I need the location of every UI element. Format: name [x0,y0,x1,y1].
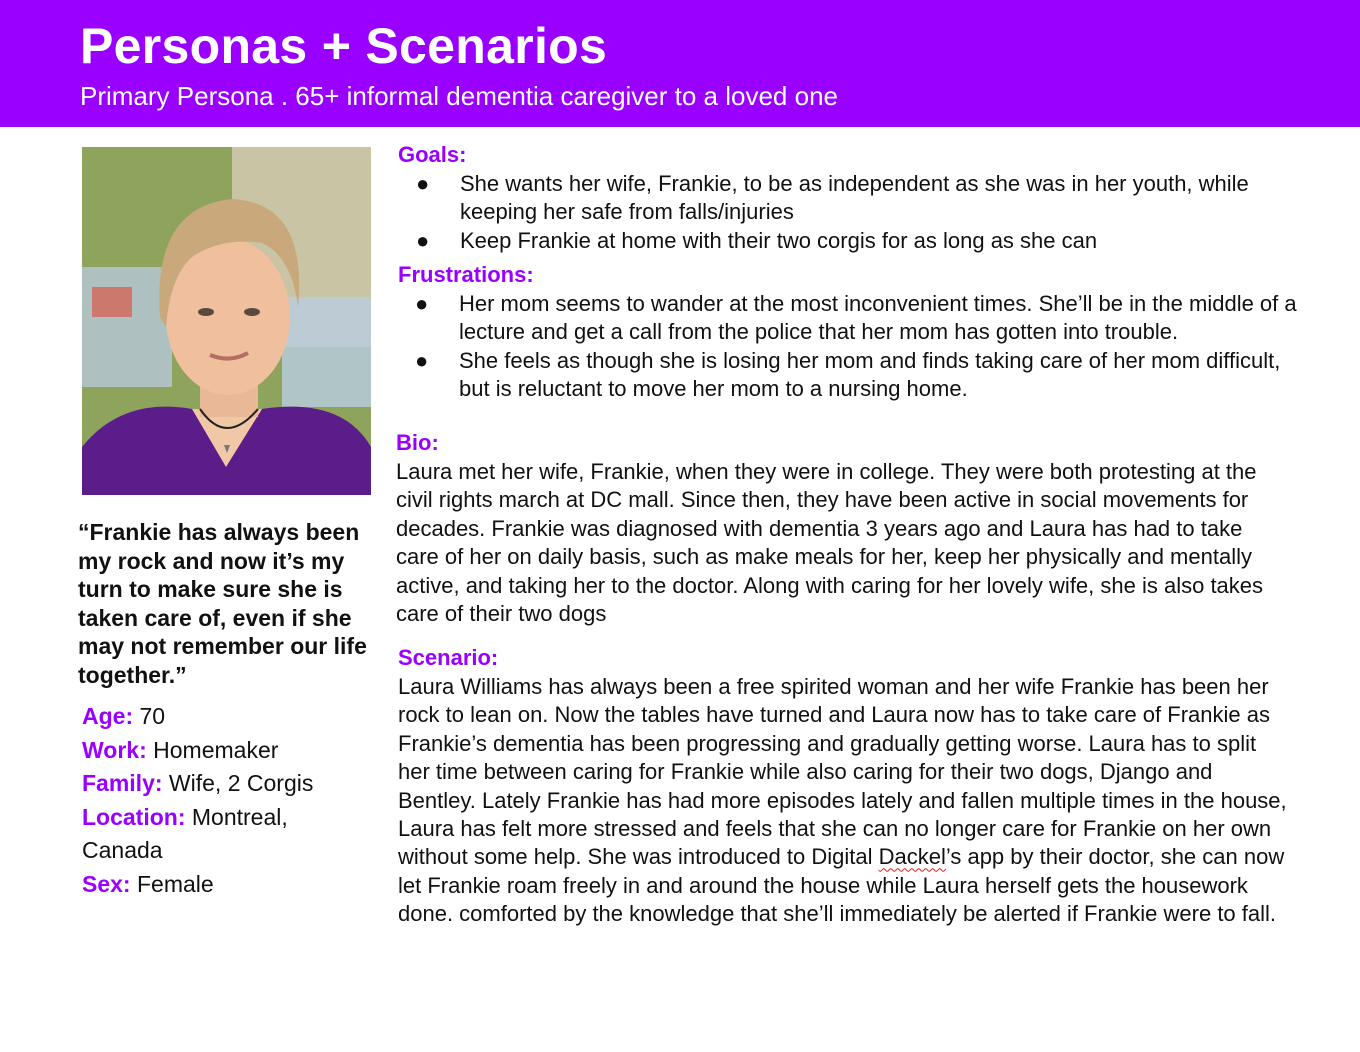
list-item [398,170,1298,227]
spellcheck-flagged-word: Dackel [878,844,946,870]
bio-heading: Bio: [396,430,439,455]
fact-label: Location: [82,803,186,830]
scenario-text-part: Laura Williams has always been a free spirited woman and her wife Frankie has been her rock to lean on. Now the tables have turned and Laura now has to take care of Frankie as Frankie’s dementia has been progressing and gradually getting worse. Laura has to split her time between caring for Frankie while also caring for their two dogs, Django and Bentley. Lately Frankie has had more episodes lately and fallen multiple times in the house, Laura has felt more stressed and feels that she can no longer care for Frankie on her own without some help. She was introduced to Digital [398,674,1287,870]
fact-value: Homemaker [146,736,279,763]
persona-facts [82,700,372,902]
list-item [397,347,1297,404]
goals-heading: Goals: [398,142,467,167]
goal-text: Keep Frankie at home with their two corgis for as long as she can [460,227,1098,253]
persona-photo [82,147,371,495]
fact-work [82,734,372,768]
fact-sex [82,868,372,902]
fact-value: 70 [133,703,166,729]
frustration-text: Her mom seems to wander at the most inconvenient times. She’ll be in the middle of a lecture and get a call from the police that her mom has gotten into trouble. [459,291,1297,345]
fact-age [82,700,372,734]
fact-label: Work: [82,736,147,763]
fact-value: Montreal, Canada [82,803,288,864]
bullet-icon: ● [416,227,430,253]
fact-location [82,801,372,868]
page-title: Personas + Scenarios [80,18,608,74]
goal-text: She wants her wife, Frankie, to be as independent as she was in her youth, while keeping her safe from falls/injuries [460,171,1249,225]
list-item [397,290,1297,347]
scenario-text-part: ’s app by their doctor, she can now let Frankie roam freely in and around the house while Laura herself gets the housework done. comforted by the knowledge that she’ll immediately be alerted if Frankie were to fall. [398,844,1285,927]
frustrations-list [397,290,1297,404]
list-item [398,227,1298,255]
portrait-photo-icon [82,147,371,495]
fact-label: Sex: [82,870,131,897]
scenario-text [398,673,1290,929]
bullet-icon: ● [415,347,429,373]
scenario-heading: Scenario: [398,645,499,670]
frustrations-heading: Frustrations: [398,262,534,287]
header-banner [0,0,1360,127]
fact-label: Age: [82,703,134,729]
bullet-icon: ● [415,291,429,316]
bio-text: Laura met her wife, Frankie, when they were in college. They were both protesting at the civil rights march at DC mall. Since then, they have been active in social movements for decades. Frankie was diagnosed with dementia 3 years ago and Laura has had to take care of her on daily basis, such as make meals for her, keep her physically and mentally active, and taking her to the doctor. Along with caring for her lovely wife, she is also takes care of their two dogs [396,459,1264,627]
goals-list [398,170,1298,255]
fact-family [82,767,372,801]
page-subtitle: Primary Persona . 65+ informal dementia caregiver to a loved one [80,81,838,111]
fact-value: Wife, 2 Corgis [162,770,314,797]
frustration-text: She feels as though she is losing her mom and finds taking care of her mom difficult, but is reluctant to move her mom to a nursing home. [459,347,1281,402]
fact-label: Family: [82,770,163,797]
persona-quote: “Frankie has always been my rock and now it’s my turn to make sure she is taken care of, even if she may not remember our life together.” [78,519,367,688]
bullet-icon: ● [416,171,430,196]
fact-value: Female [130,870,214,897]
